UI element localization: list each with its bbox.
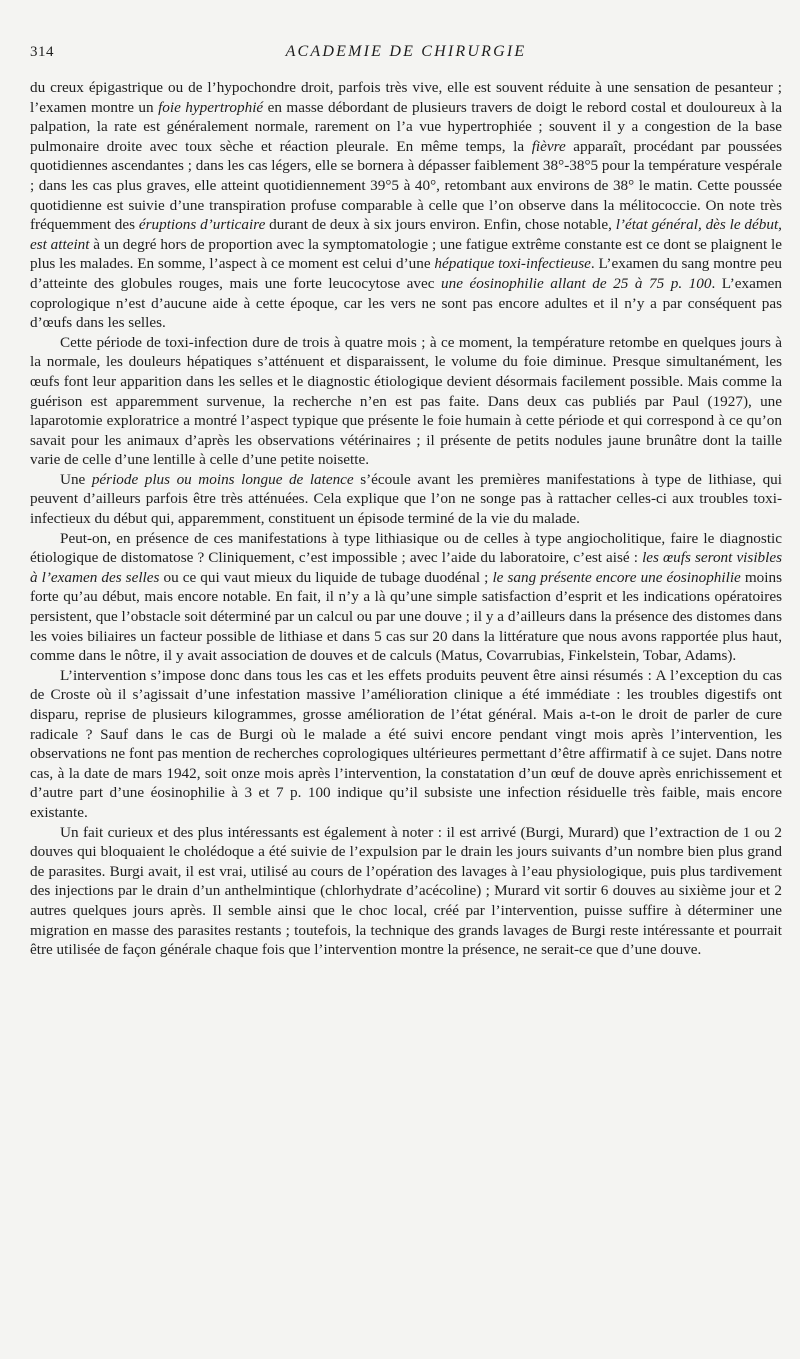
- text-run: moins forte qu’au début, mais encore notable. En fait, il n’y a là qu’une simple satisfaction d’esprit et les indications opératoires persistent, que l’obstacle soit déterminé par un calcul ou par une douve ; il y a d’ailleurs dans la présence des distomes dans les voies biliaires un facteur possible de lithiase et dans 5 cas sur 20 dans la littérature que nous avons rapportée plus haut, comme dans le nôtre, il y avait association de douves et de calculs (Matus, Covarrubias, Finkelstein, Tobar, Adams).: [30, 568, 782, 665]
- text-run: Peut-on, en présence de ces manifestations à type lithiasique ou de celles à type angiocholitique, faire le diagnostic étiologique de distomatose ? Cliniquement, c’est impossible ; avec l’aide du laboratoire, c’est aisé :: [30, 529, 782, 567]
- text-run: . L’examen du sang montre peu d’atteinte des globules rouges, mais une forte leucocytose avec: [30, 255, 782, 292]
- book-page: [30, 40, 782, 960]
- italic-text: période plus ou moins longue de latence: [91, 470, 354, 488]
- text-run: apparaît, procédant par poussées quotidiennes ascendantes ; dans les cas légers, elle se bornera à dépasser faiblement 38°-38°5 pour la température vespérale ; dans les cas plus graves, elle atteint quotidiennement 39°5 à 40°, retombant aux environs de 38° le matin. Cette poussée quotidienne est suivie d’une transpiration profuse comparable à celle que l’on observe dans la mélitococcie. On note très fréquemment des: [30, 137, 782, 234]
- italic-text: une éosinophilie allant de 25 à 75 p. 100: [441, 274, 712, 292]
- text-run: ou ce qui vaut mieux du liquide de tubage duodénal ;: [159, 568, 493, 586]
- text-run: L’intervention s’impose donc dans tous les cas et les effets produits peuvent être ainsi résumés : A l’exception du cas de Croste où il s’agissait d’une infestation massive l’amélioration clinique a été immédiate : les troubles digestifs ont disparu, reprise de plusieurs kilogrammes, grosse amélioration de l’état général. Mais a-t-on le droit de parler de cure radicale ? Sauf dans le cas de Burgi où le malade a été suivi encore pendant vingt mois après l’intervention, les observations ne font pas mention de recherches coprologiques ultérieures permettant d’être affirmatif à ce sujet. Dans notre cas, à la date de mars 1942, soit onze mois après l’intervention, la constatation d’un œuf de douve après enrichissement et d’autre part d’une éosinophilie à 3 et 7 p. 100 indique qu’il subsiste une infection résiduelle très faible, mais encore existante.: [30, 666, 782, 821]
- text-run: en masse débordant de plusieurs travers de doigt le rebord costal et douloureux à la palpation, la rate est généralement normale, rarement on l’a vue hypertrophiée ; souvent il y a congestion de la base pulmonaire droite avec toux sèche et réaction pleurale. En même temps, la: [30, 98, 782, 155]
- text-run: s’écoule avant les premières manifestations à type de lithiase, qui peuvent d’ailleurs parfois être très atténuées. Cela explique que l’on ne songe pas à rattacher celles-ci aux troubles toxi-infectieux du début qui, apparemment, constituent un épisode terminé de la vie du malade.: [30, 470, 782, 528]
- page-header: [30, 40, 782, 68]
- text-run: durant de deux à six jours environ. Enfin, chose notable,: [265, 216, 616, 234]
- text-run: Une: [60, 470, 92, 488]
- paragraph: [30, 470, 782, 529]
- paragraph: [30, 529, 782, 666]
- body-text: [30, 78, 782, 960]
- italic-text: éruptions d’urticaire: [138, 216, 266, 234]
- italic-text: hépatique toxi-infectieuse: [434, 255, 591, 273]
- paragraph: [30, 333, 782, 470]
- italic-text: le sang présente encore une éosinophilie: [492, 568, 741, 586]
- text-run: du creux épigastrique ou de l’hypochondre droit, parfois très vive, elle est souvent réduite à une sensation de pesanteur ; l’examen montre un: [30, 79, 782, 116]
- italic-text: foie hypertrophié: [158, 98, 264, 116]
- page-number: 314: [30, 44, 54, 60]
- running-title: ACADEMIE DE CHIRURGIE: [285, 43, 527, 60]
- text-run: Un fait curieux et des plus intéressants est également à noter : il est arrivé (Burgi, Murard) que l’extraction de 1 ou 2 douves qui bloquaient le cholédoque a été suivie de l’expulsion par le drain les jours suivants d’un nombre bien plus grand de parasites. Burgi avait, il est vrai, utilisé au cours de l’opération des lavages à l’eau physiologique, puis plus tardivement des injections par le drain d’un anthelmintique (chlorhydrate d’acécoline) ; Murard vit sortir 6 douves au sixième jour et 2 autres quelques jours après. Il semble ainsi que le choc local, créé par l’intervention, puisse suffire à déterminer une migration en masse des parasites restants ; toutefois, la technique des grands lavages de Burgi reste intéressante et pourrait être utilisée de façon générale chaque fois que l’intervention montre la présence, ne serait-ce que d’une douve.: [30, 823, 782, 959]
- text-run: à un degré hors de proportion avec la symptomatologie ; une fatigue extrême constante est ce dont se plaignent le plus les malades. En somme, l’aspect à ce moment est celui d’une: [30, 235, 782, 273]
- italic-text: les œufs seront visibles à l’examen des selles: [30, 549, 782, 586]
- italic-text: l’état général, dès le début, est atteint: [30, 216, 782, 253]
- paragraph: [30, 78, 782, 333]
- text-run: Cette période de toxi-infection dure de trois à quatre mois ; à ce moment, la température retombe en quelques jours à la normale, les douleurs hépatiques s’atténuent et disparaissent, le volume du foie diminue. Presque simultanément, les œufs font leur apparition dans les selles et le diagnostic étiologique devient désormais facilement possible. Mais comme la guérison est apparemment survenue, la recherche n’en est pas faite. Dans deux cas publiés par Paul (1927), une laparotomie exploratrice a montré l’aspect typique que présente le foie humain à cette période et qui correspond à ce qu’on savait pour les animaux d’après les observations vétérinaires ; il présente de petits nodules jaune brunâtre dont la taille varie de celle d’une lentille à celle d’une petite noisette.: [30, 333, 782, 469]
- text-run: . L’examen coprologique n’est d’aucune aide à cette époque, car les vers ne sont pas encore adultes et il n’y a par conséquent pas d’œufs dans les selles.: [30, 274, 782, 332]
- italic-text: fièvre: [531, 137, 566, 155]
- paragraph: [30, 666, 782, 823]
- paragraph: [30, 823, 782, 960]
